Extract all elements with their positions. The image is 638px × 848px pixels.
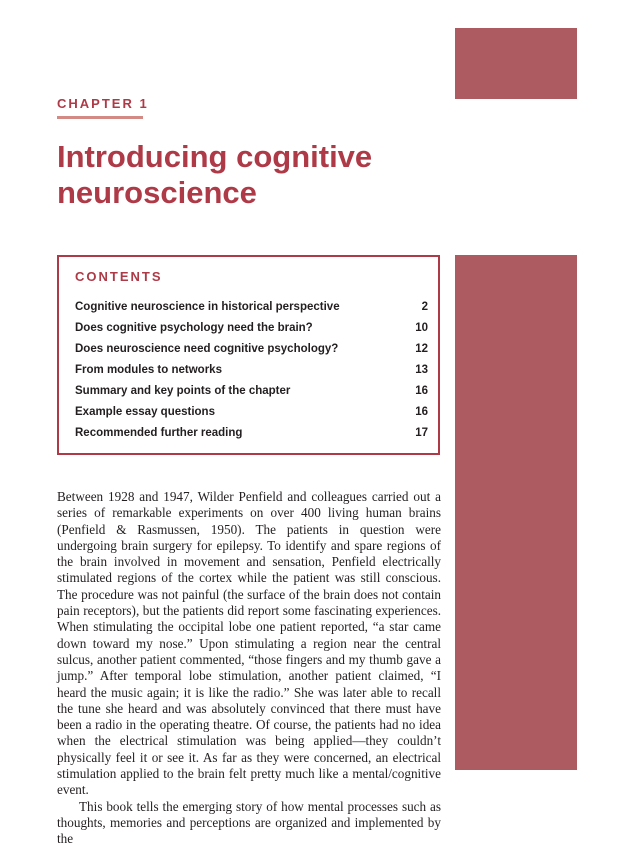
toc-item-title: From modules to networks	[75, 364, 222, 376]
toc-item-page: 16	[415, 406, 428, 418]
toc-item[interactable]	[75, 427, 428, 448]
toc-item-title: Does neuroscience need cognitive psychology?	[75, 343, 339, 355]
toc-item-page: 17	[415, 427, 428, 439]
body-paragraph-1: Between 1928 and 1947, Wilder Penfield and colleagues carried out a series of remarkable experiments on over 400 living human brains (Penfield & Rasmussen, 1950). The patients in question were undergoing brain surgery for epilepsy. To identify and spare regions of the brain involved in movement and sensation, Penfield electrically stimulated regions of the cortex while the patient was still conscious. The procedure was not painful (the surface of the brain does not contain pain receptors), but the patients did report some fascinating experiences. When stimulating the occipital lobe one patient reported, “a star came down toward my nose.” Upon stimulating a region near the central sulcus, another patient commented, “those fingers and my thumb gave a jump.” After temporal lobe stimulation, another patient claimed, “I heard the music again; it is like the radio.” She was later able to recall the tune she heard and was absolutely convinced that there must have been a radio in the operating theatre. Of course, the patients had no idea when the electrical stimulation was being applied—they couldn’t physically feel it or see it. As far as they were concerned, an electrical stimulation applied to the brain felt pretty much like a mental/cognitive event.	[57, 489, 441, 798]
toc-item-page: 13	[415, 364, 428, 376]
toc-item-title: Recommended further reading	[75, 427, 243, 439]
body-paragraph-2: This book tells the emerging story of how mental processes such as thoughts, memories and perceptions are organized and implemented by the	[57, 798, 441, 847]
chapter-label: CHAPTER 1	[57, 96, 149, 111]
toc-item-page: 16	[415, 385, 428, 397]
toc-item-page: 2	[421, 301, 428, 313]
toc-item[interactable]	[75, 301, 428, 322]
toc-item[interactable]	[75, 343, 428, 364]
toc-item-page: 10	[415, 322, 428, 334]
toc-item-title: Example essay questions	[75, 406, 215, 418]
decorative-block-side	[455, 255, 577, 770]
contents-heading: CONTENTS	[75, 269, 163, 284]
toc-list	[75, 301, 428, 448]
chapter-title: Introducing cognitive neuroscience	[57, 139, 373, 210]
toc-item[interactable]	[75, 406, 428, 427]
toc-item[interactable]	[75, 322, 428, 343]
toc-item[interactable]	[75, 364, 428, 385]
toc-item-title: Does cognitive psychology need the brain?	[75, 322, 313, 334]
body-text	[57, 489, 441, 848]
toc-item-title: Summary and key points of the chapter	[75, 385, 291, 397]
toc-item-page: 12	[415, 343, 428, 355]
toc-item-title: Cognitive neuroscience in historical perspective	[75, 301, 340, 313]
toc-item[interactable]	[75, 385, 428, 406]
contents-box	[57, 255, 440, 455]
decorative-block-top	[455, 28, 577, 99]
chapter-rule	[57, 116, 143, 119]
